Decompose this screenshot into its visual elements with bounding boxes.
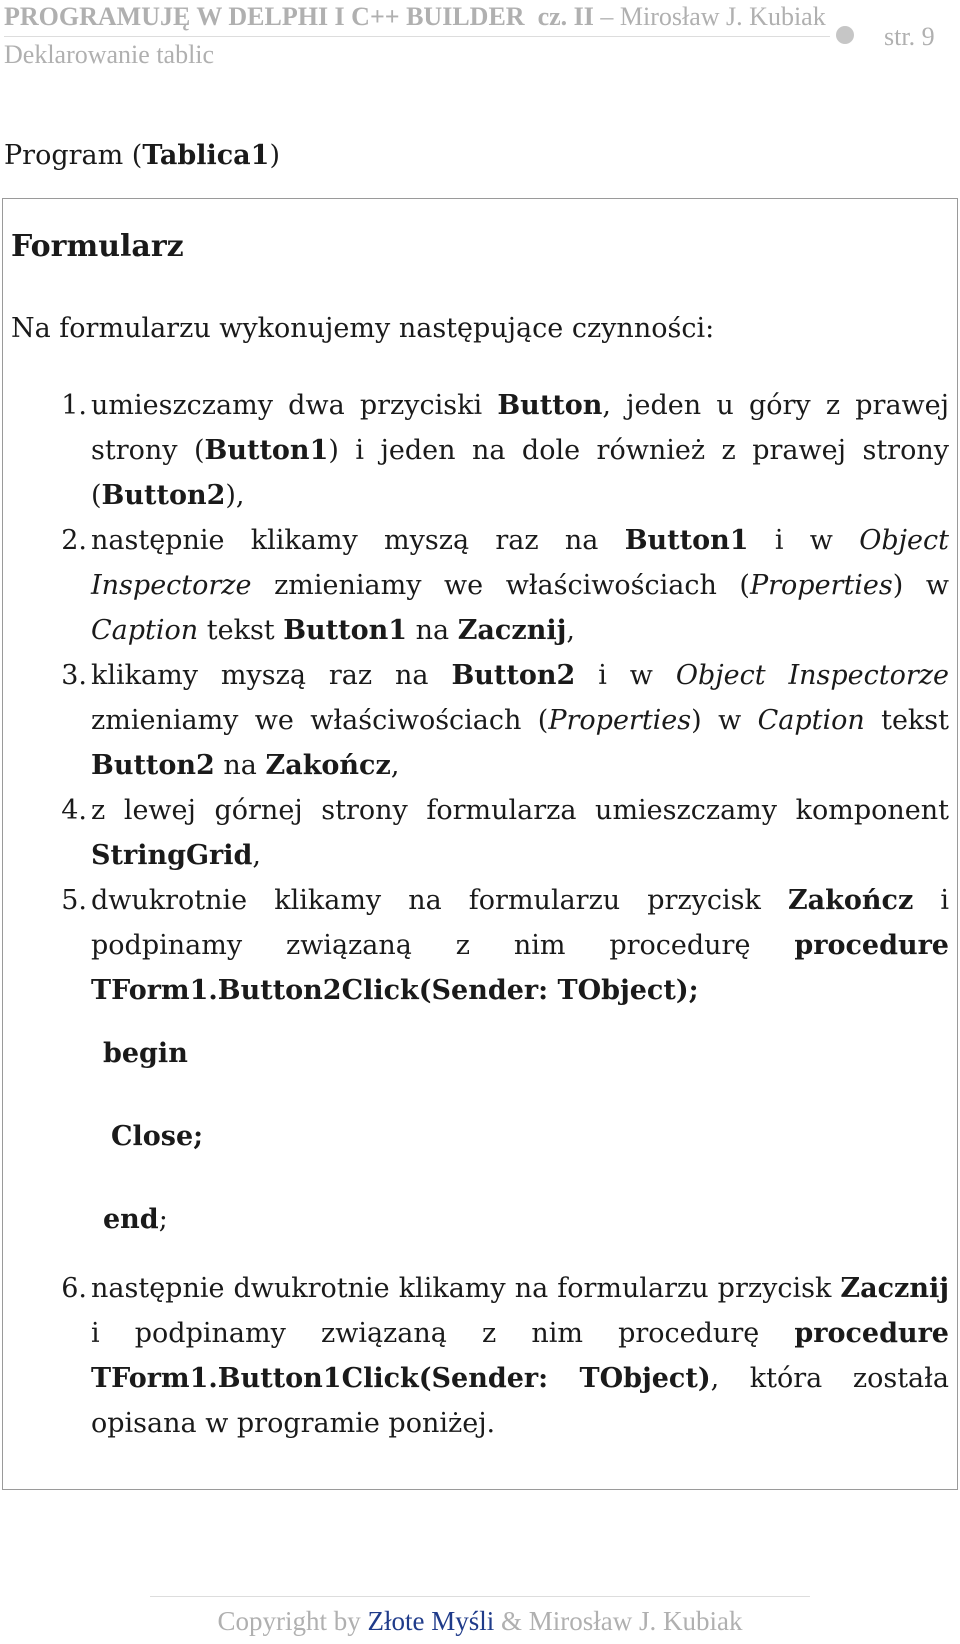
- text-run: ) i jeden na dole również z prawej strony (: [91, 435, 949, 511]
- step-number: 4.: [61, 795, 87, 826]
- text-run: na: [407, 615, 458, 646]
- bold-run: Zakończ: [787, 885, 914, 916]
- text-run: na: [214, 750, 266, 781]
- text-run: ,: [566, 615, 575, 646]
- step-number: 5.: [61, 885, 87, 916]
- text-run: ,: [252, 840, 261, 871]
- page-number: str. 9: [884, 22, 935, 51]
- text-run: , jeden u góry z prawej strony (: [91, 390, 949, 466]
- code-begin: begin: [103, 1038, 188, 1069]
- step-text: [91, 795, 949, 871]
- list-item: [11, 383, 949, 518]
- program-name: Tablica1: [142, 140, 270, 171]
- section-intro: Na formularzu wykonujemy następujące czynności:: [11, 313, 715, 344]
- text-run: następnie klikamy myszą raz na: [91, 525, 625, 556]
- step-number: 3.: [61, 660, 87, 691]
- content-box: [2, 198, 958, 1490]
- step-text: [91, 390, 949, 511]
- text-run: tekst: [864, 705, 950, 736]
- text-run: i w: [748, 525, 860, 556]
- text-run: z lewej górnej strony formularza umieszczamy komponent: [91, 795, 949, 826]
- list-item: [11, 1266, 949, 1446]
- bold-run: Button: [497, 390, 603, 421]
- text-run: zmieniamy we właściwościach (: [91, 705, 549, 736]
- step-text: [91, 660, 949, 781]
- bold-run: procedure TForm1.Button2Click(Sender: TObject);: [91, 930, 949, 1006]
- list-item: [11, 653, 949, 788]
- italic-run: Object Inspectorze: [91, 525, 949, 601]
- bold-run: Button1: [624, 525, 749, 556]
- bold-run: StringGrid: [91, 840, 253, 871]
- bold-run: Button2: [91, 750, 215, 781]
- code-close: Close;: [111, 1121, 204, 1152]
- footer-rule: [150, 1596, 810, 1597]
- footer-publisher-link[interactable]: Złote Myśli: [367, 1606, 495, 1636]
- bold-run: Button2: [451, 660, 576, 691]
- header-subtitle: Deklarowanie tablic: [4, 40, 215, 69]
- text-run: dwukrotnie klikamy na formularzu przycisk: [91, 885, 788, 916]
- bold-run: Zacznij: [457, 615, 567, 646]
- text-run: tekst: [198, 615, 284, 646]
- italic-run: Properties: [548, 705, 692, 736]
- bold-run: Zacznij: [840, 1273, 949, 1304]
- text-run: i podpinamy związaną z nim procedurę: [91, 1318, 795, 1349]
- text-run: zmieniamy we właściwościach (: [251, 570, 750, 601]
- italic-run: Caption: [91, 615, 199, 646]
- step-number: 6.: [61, 1273, 87, 1304]
- italic-run: Object Inspectorze: [675, 660, 949, 691]
- list-item: [11, 878, 949, 1013]
- steps-list: [11, 383, 949, 1446]
- text-run: umieszczamy dwa przyciski: [91, 390, 498, 421]
- bold-run: procedure TForm1.Button1Click(Sender: TObject): [91, 1318, 949, 1394]
- step-text: [91, 525, 949, 646]
- text-run: i podpinamy związaną z nim procedurę: [91, 885, 949, 961]
- section-heading: Formularz: [11, 229, 184, 264]
- text-run: ) w: [691, 705, 758, 736]
- program-title: Program (Tablica1): [4, 140, 281, 171]
- text-run: klikamy myszą raz na: [91, 660, 452, 691]
- header-book-title: PROGRAMUJĘ W DELPHI I C++ BUILDER: [4, 2, 525, 31]
- step-text: [91, 885, 949, 1006]
- bold-run: Zakończ: [265, 750, 391, 781]
- text-run: następnie dwukrotnie klikamy na formularzu przycisk: [91, 1273, 841, 1304]
- text-run: ) w: [892, 570, 949, 601]
- italic-run: Properties: [749, 570, 893, 601]
- text-run: , która została opisana w programie poniżej.: [91, 1363, 949, 1439]
- bold-run: Button1: [204, 435, 329, 466]
- header-title-line: [4, 2, 826, 32]
- header-part: cz. II: [537, 2, 594, 31]
- header-author: Mirosław J. Kubiak: [619, 2, 826, 31]
- page-footer: Copyright by Złote Myśli & Mirosław J. Kubiak: [217, 1606, 743, 1636]
- code-end: end;: [103, 1204, 168, 1235]
- step-text: [91, 1273, 949, 1439]
- list-item: [11, 788, 949, 878]
- step-number: 2.: [61, 525, 87, 556]
- italic-run: Caption: [757, 705, 865, 736]
- bold-run: Button1: [283, 615, 408, 646]
- header-rule: [4, 36, 830, 37]
- list-item: [11, 518, 949, 653]
- bold-run: Button2: [101, 480, 226, 511]
- text-run: i w: [575, 660, 676, 691]
- step-number: 1.: [61, 390, 87, 421]
- text-run: ),: [225, 480, 245, 511]
- header-dash: –: [600, 2, 614, 31]
- header-dot-icon: [836, 26, 854, 44]
- text-run: ,: [390, 750, 400, 781]
